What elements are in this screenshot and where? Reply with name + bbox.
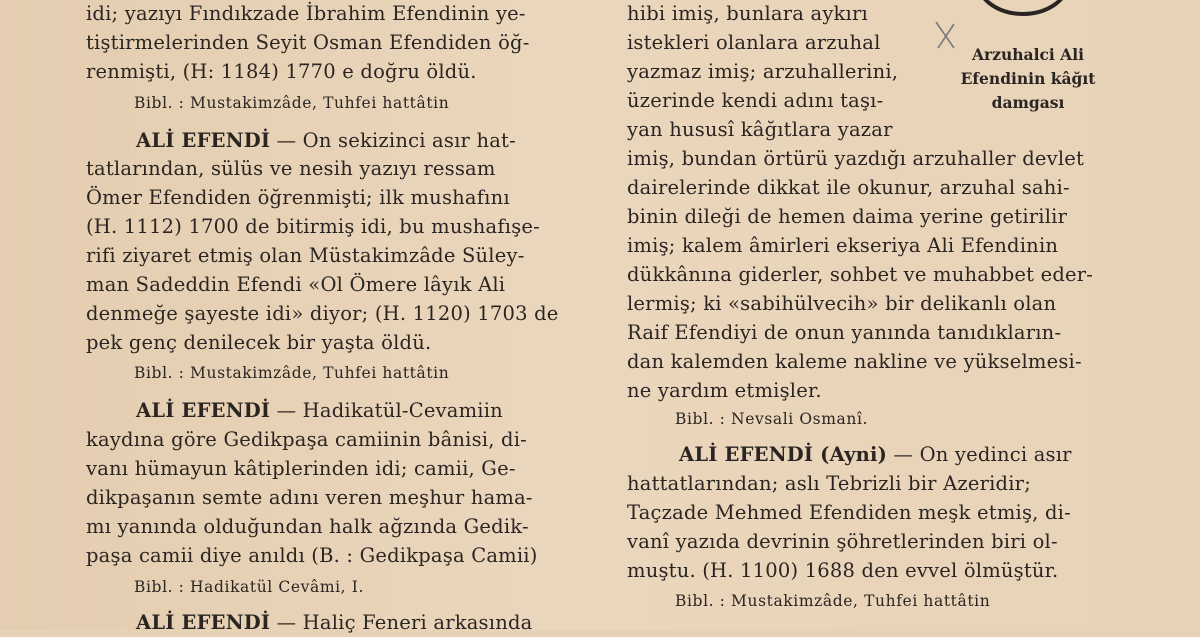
text-line: üzerinde kendi adını taşı-: [627, 89, 884, 112]
bibliography-line: Bibl. : Mustakimzâde, Tuhfei hattâtin: [134, 364, 450, 382]
paper-stamp-image: [968, 0, 1078, 20]
text-line: paşa camii diye anıldı (B. : Gedikpaşa Camii): [86, 544, 538, 567]
text-line: renmişti, (H: 1184) 1770 e doğru öldü.: [86, 60, 477, 83]
text-line: istekleri olanlara arzuhal: [627, 31, 881, 54]
entry-heading: ALİ EFENDİ: [136, 399, 271, 422]
entry-heading: ALİ EFENDİ: [136, 611, 271, 634]
text-line: dükkânına giderler, sohbet ve muhabbet eder-: [627, 263, 1094, 286]
text-line: denmeğe şayeste idi» diyor; (H. 1120) 1703 de: [86, 302, 559, 325]
bibliography-line: Bibl. : Mustakimzâde, Tuhfei hattâtin: [134, 94, 450, 112]
text-line: dairelerinde dikkat ile okunur, arzuhal sahi-: [627, 176, 1070, 199]
text-line: vanî yazıda devrinin şöhretlerinden biri ol-: [627, 530, 1058, 553]
text-line: hattatlarından; aslı Tebrizli bir Azeridir;: [627, 472, 1031, 495]
text-line: idi; yazıyı Fındıkzade İbrahim Efendinin ye-: [86, 2, 526, 25]
text-line: lermiş; ki «sabihülvecih» bir delikanlı olan: [627, 292, 1057, 315]
bibliography-line: Bibl. : Mustakimzâde, Tuhfei hattâtin: [675, 592, 991, 610]
text-line: imiş; kalem âmirleri ekseriya Ali Efendinin: [627, 234, 1059, 257]
entry-first-line-text: — Hadikatül-Cevamiin: [270, 399, 503, 422]
entry-first-line: [679, 440, 1072, 469]
entry-first-line: [136, 608, 532, 637]
text-line: tatlarından, sülüs ve nesih yazıyı ressam: [86, 157, 496, 180]
text-line: kaydına göre Gedikpaşa camiinin bânisi, di-: [86, 428, 527, 451]
text-line: tiştirmelerinden Seyit Osman Efendiden öğ-: [86, 31, 530, 54]
figure-caption-line: Arzuhalci Ali: [972, 45, 1084, 64]
text-line: yazmaz imiş; arzuhallerini,: [627, 60, 899, 83]
text-line: vanı hümayun kâtiplerinden idi; camii, Ge-: [86, 457, 516, 480]
text-line: Ömer Efendiden öğrenmişti; ilk mushafını: [86, 186, 510, 209]
text-line: rifi ziyaret etmiş olan Müstakimzâde Süley-: [86, 244, 525, 267]
bibliography-line: Bibl. : Hadikatül Cevâmi, I.: [134, 578, 364, 596]
text-line: man Sadeddin Efendi «Ol Ömere lâyık Ali: [86, 273, 506, 296]
entry-heading: ALİ EFENDİ: [136, 129, 271, 152]
text-line: muştu. (H. 1100) 1688 den evvel ölmüştür.: [627, 559, 1059, 582]
entry-first-line: [136, 396, 503, 425]
text-line: imiş, bundan örtürü yazdığı arzuhaller devlet: [627, 147, 1085, 170]
entry-first-line-text: — On yedinci asır: [887, 443, 1072, 466]
text-line: mı yanında olduğundan halk ağzında Gedik-: [86, 515, 529, 538]
figure-caption-line: Efendinin kâğıt: [960, 69, 1096, 88]
text-line: (H. 1112) 1700 de bitirmiş idi, bu mushafışe-: [86, 215, 540, 238]
text-line: dan kalemden kaleme nakline ve yükselmesi-: [627, 350, 1082, 373]
text-line: Taçzade Mehmed Efendiden meşk etmiş, di-: [627, 501, 1071, 524]
figure-caption-line: damgası: [991, 93, 1065, 112]
entry-first-line-text: — Haliç Feneri arkasında: [270, 611, 533, 634]
text-line: dikpaşanın semte adını veren meşhur hama-: [86, 486, 533, 509]
entry-first-line: [136, 126, 516, 155]
entry-first-line-text: — On sekizinci asır hat-: [270, 129, 516, 152]
text-line: hibi imiş, bunlara aykırı: [627, 2, 868, 25]
text-line: Raif Efendiyi de onun yanında tanıdıkların-: [627, 321, 1062, 344]
text-line: pek genç denilecek bir yaşta öldü.: [86, 331, 432, 354]
text-line: yan hususî kâğıtlara yazar: [627, 118, 893, 141]
bibliography-line: Bibl. : Nevsali Osmanî.: [675, 410, 869, 428]
text-line: ne yardım etmişler.: [627, 379, 822, 402]
text-line: binin dileği de hemen daima yerine getirilir: [627, 205, 1068, 228]
entry-heading: ALİ EFENDİ (Ayni): [679, 443, 888, 466]
